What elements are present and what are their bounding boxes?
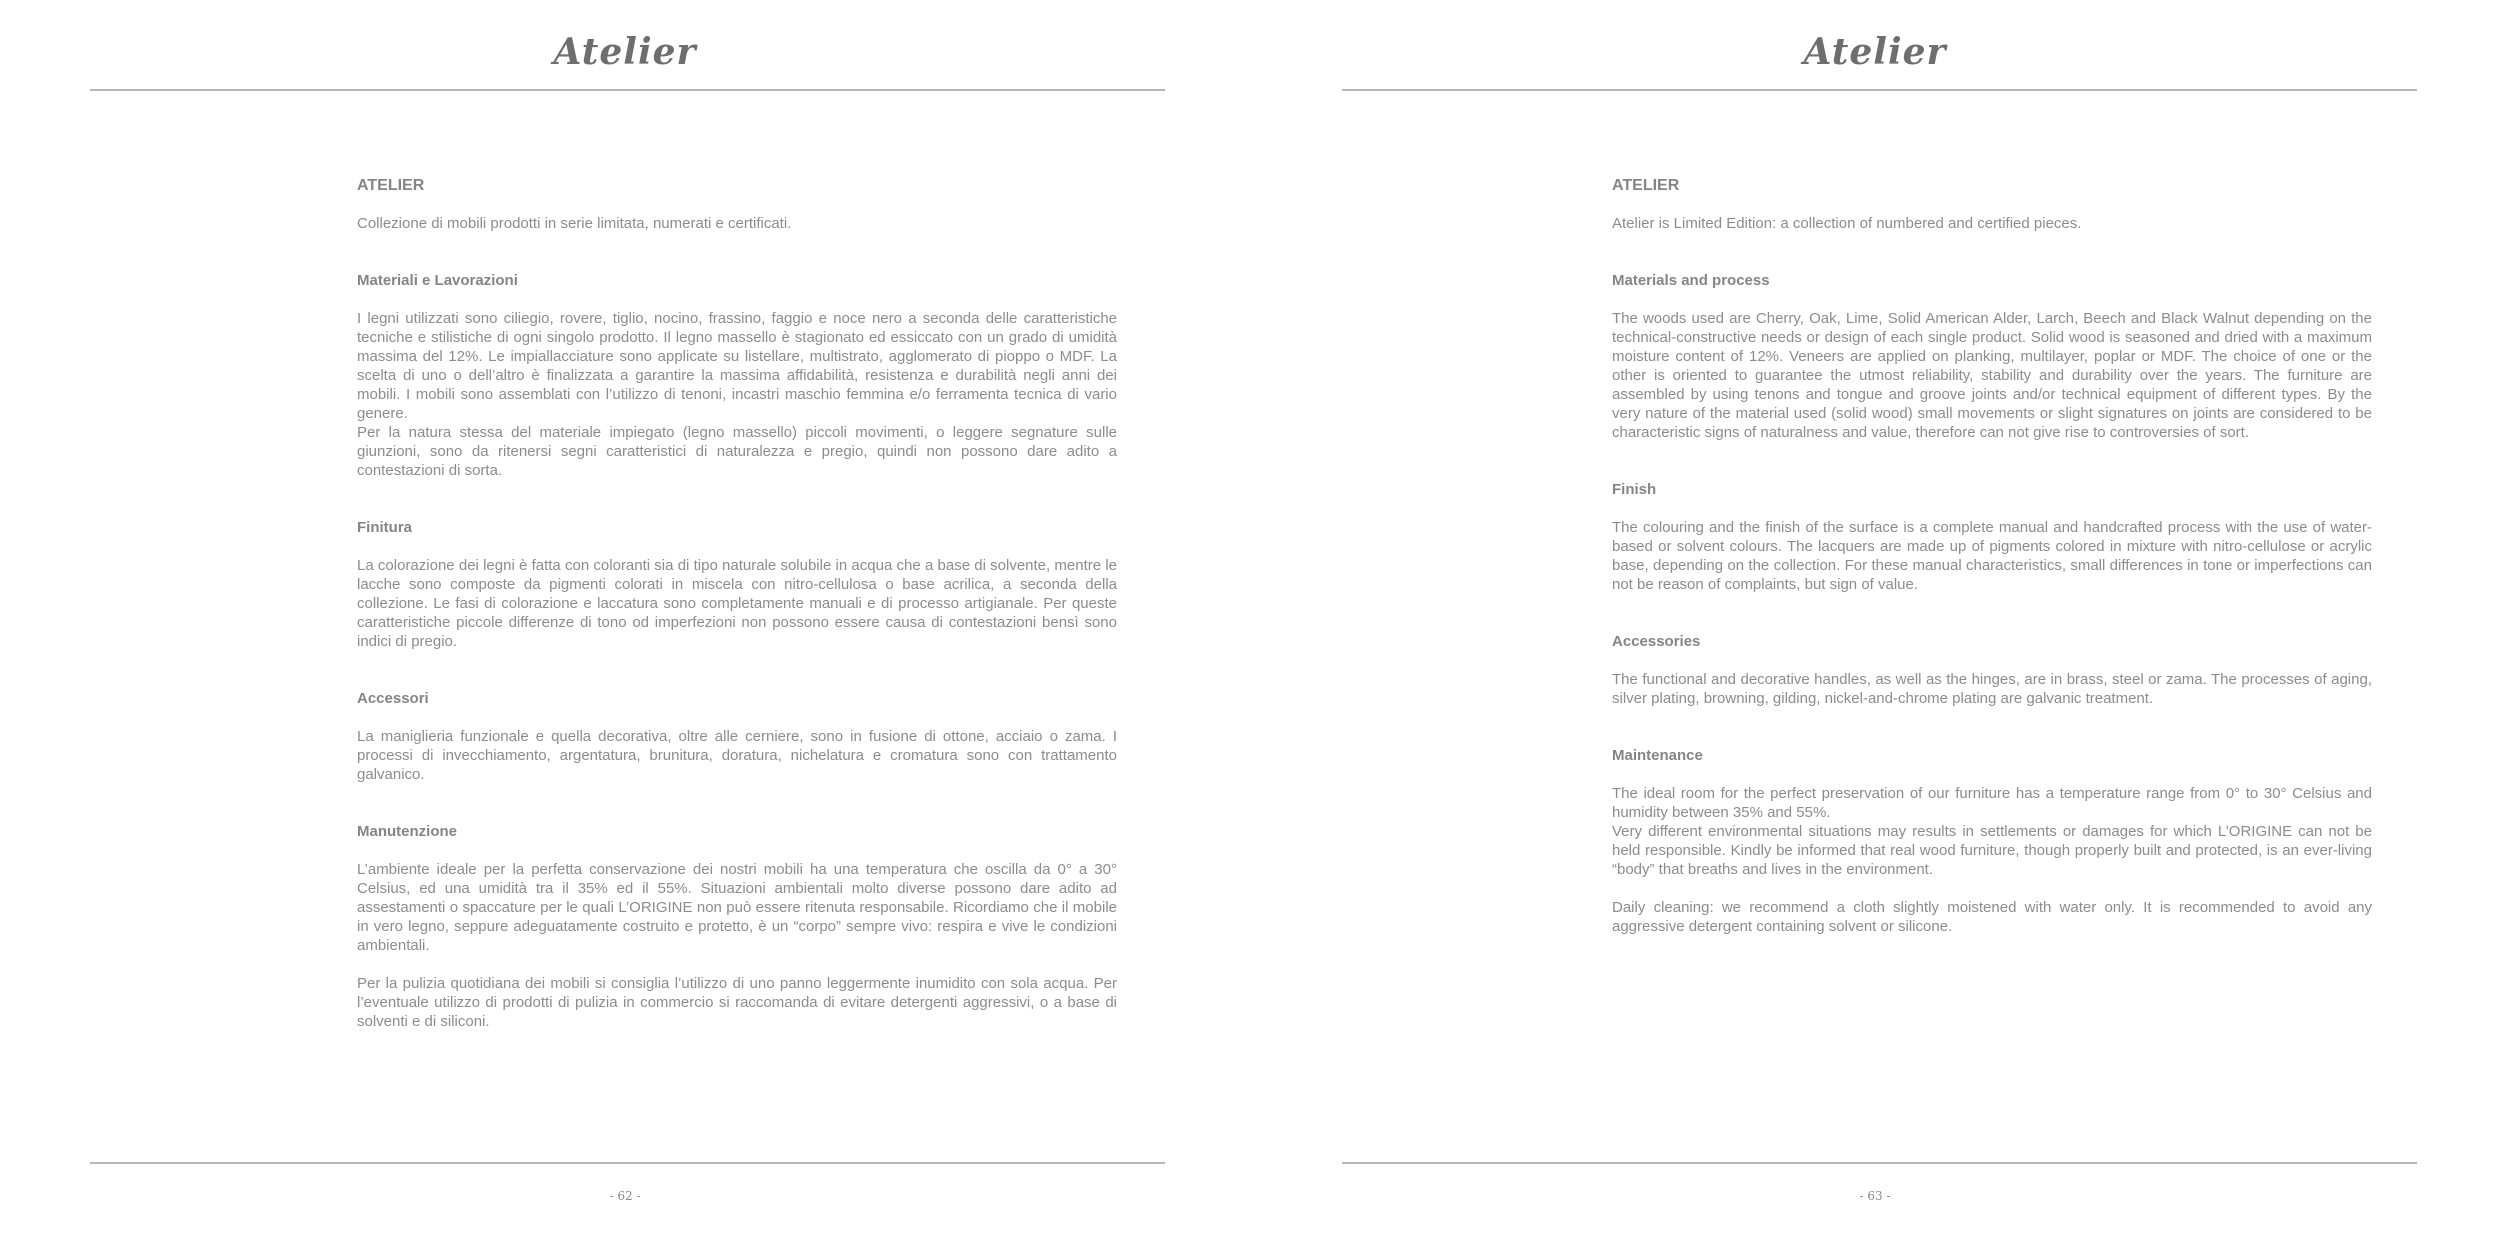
- section-paragraph: The ideal room for the perfect preservation of our furniture has a temperature range from 0° to 30° Celsius and humidity between 35% and 55%.: [1612, 785, 2372, 821]
- section-heading: Manutenzione: [357, 823, 457, 840]
- section-heading: Materials and process: [1612, 272, 1770, 289]
- page-title: ATELIER: [357, 177, 425, 194]
- page-title: ATELIER: [1612, 177, 1680, 194]
- section-heading: Accessori: [357, 690, 429, 707]
- section-paragraph: Very different environmental situations may results in settlements or damages for which L’ORIGINE can not be held responsible. Kindly be informed that real wood furniture, though properly built and protected, is an ever-living “body” that breaths and lives in the environment.: [1612, 823, 2372, 878]
- section-paragraph: Per la natura stessa del materiale impiegato (legno massello) piccoli movimenti, o leggere segnature sulle giunzioni, sono da ritenersi segni caratteristici di naturalezza e pregio, quindi non possono dare adito a contestazioni di sorta.: [357, 424, 1117, 479]
- section-paragraph: Daily cleaning: we recommend a cloth slightly moistened with water only. It is recommended to avoid any aggressive detergent containing solvent or silicone.: [1612, 899, 2372, 935]
- page-subtitle: Collezione di mobili prodotti in serie limitata, numerati e certificati.: [357, 215, 792, 232]
- section-heading: Maintenance: [1612, 747, 1703, 764]
- page-subtitle: Atelier is Limited Edition: a collection of numbered and certified pieces.: [1612, 215, 2082, 232]
- section-heading: Accessories: [1612, 633, 1701, 650]
- right-page-content: [1612, 176, 2372, 936]
- page-number: - 62 -: [609, 1189, 641, 1203]
- section-paragraph: The colouring and the finish of the surface is a complete manual and handcrafted process with the use of water-based or solvent colours. The lacquers are made up of pigments colored in mixture with nitro-cellulose or acrylic base, depending on the collection. For these manual characteristics, small differences in tone or imperfections can not be reason of complaints, but sign of value.: [1612, 519, 2372, 593]
- section-paragraph: The woods used are Cherry, Oak, Lime, Solid American Alder, Larch, Beech and Black Walnut depending on the technical-constructive needs or design of each single product. Solid wood is seasoned and dried with a maximum moisture content of 12%. Veneers are applied on planking, multilayer, poplar or MDF. The choice of one or the other is oriented to guarantee the utmost reliability, stability and durability over the years. The furniture are assembled by using tenons and tongue and groove joints and/or technical equipment of different types. By the very nature of the material used (solid wood) small movements or slight signatures on joints are considered to be characteristic signs of naturalness and value, therefore can not give rise to controversies of sort.: [1612, 310, 2372, 441]
- section-paragraph: La maniglieria funzionale e quella decorativa, oltre alle cerniere, sono in fusione di ottone, acciaio o zama. I processi di invecchiamento, argentatura, brunitura, doratura, nichelatura e cromatura sono con trattamento galvanico.: [357, 728, 1117, 783]
- section-heading: Finish: [1612, 481, 1657, 498]
- header-rule: [1342, 89, 2417, 91]
- brand-logo: Atelier: [1803, 31, 1947, 73]
- section-paragraph: L’ambiente ideale per la perfetta conservazione dei nostri mobili ha una temperatura che oscilla da 0° a 30° Celsius, ed una umidità tra il 35% ed il 55%. Situazioni ambientali molto diverse possono dare adito ad assestamenti o spaccature per le quali L’ORIGINE non può essere ritenuta responsabile. Ricordiamo che il mobile in vero legno, seppure adeguatamente costruito e protetto, è un “corpo” sempre vivo: respira e vive le condizioni ambientali.: [357, 861, 1117, 954]
- footer-rule: [90, 1162, 1165, 1164]
- section-heading: Materiali e Lavorazioni: [357, 272, 518, 289]
- header-rule: [90, 89, 1165, 91]
- section-paragraph: The functional and decorative handles, as well as the hinges, are in brass, steel or zama. The processes of aging, silver plating, browning, gilding, nickel-and-chrome plating are galvanic treatment.: [1612, 671, 2372, 707]
- section-paragraph: Per la pulizia quotidiana dei mobili si consiglia l’utilizzo di uno panno leggermente inumidito con sola acqua. Per l’eventuale utilizzo di prodotti di pulizia in commercio si raccomanda di evitare detergenti aggressivi, o a base di solventi e di siliconi.: [357, 975, 1117, 1030]
- page-number: - 63 -: [1859, 1189, 1891, 1203]
- footer-rule: [1342, 1162, 2417, 1164]
- left-page-content: [357, 176, 1117, 1031]
- section-heading: Finitura: [357, 519, 412, 536]
- brand-logo: Atelier: [553, 31, 697, 73]
- right-page: [1250, 0, 2500, 1250]
- section-paragraph: La colorazione dei legni è fatta con coloranti sia di tipo naturale solubile in acqua che a base di solvente, mentre le lacche sono composte da pigmenti colorati in miscela con nitro-cellulosa o base acrilica, a seconda della collezione. Le fasi di colorazione e laccatura sono completamente manuali e di processo artigianale. Per queste caratteristiche piccole differenze di tono od imperfezioni non possono essere causa di contestazioni bensì sono indici di pregio.: [357, 557, 1117, 650]
- section-paragraph: I legni utilizzati sono ciliegio, rovere, tiglio, nocino, frassino, faggio e noce nero a seconda delle caratteristiche tecniche e stilistiche di ogni singolo prodotto. Il legno massello è stagionato ed essiccato con un grado di umidità massima del 12%. Le impiallacciature sono applicate su listellare, multistrato, agglomerato di pioppo o MDF. La scelta di uno o dell’altro è finalizzata a garantire la massima affidabilità, resistenza e durabilità negli anni dei mobili. I mobili sono assemblati con l’utilizzo di tenoni, incastri maschio femmina e/o ferramenta tecnica di vario genere.: [357, 310, 1117, 422]
